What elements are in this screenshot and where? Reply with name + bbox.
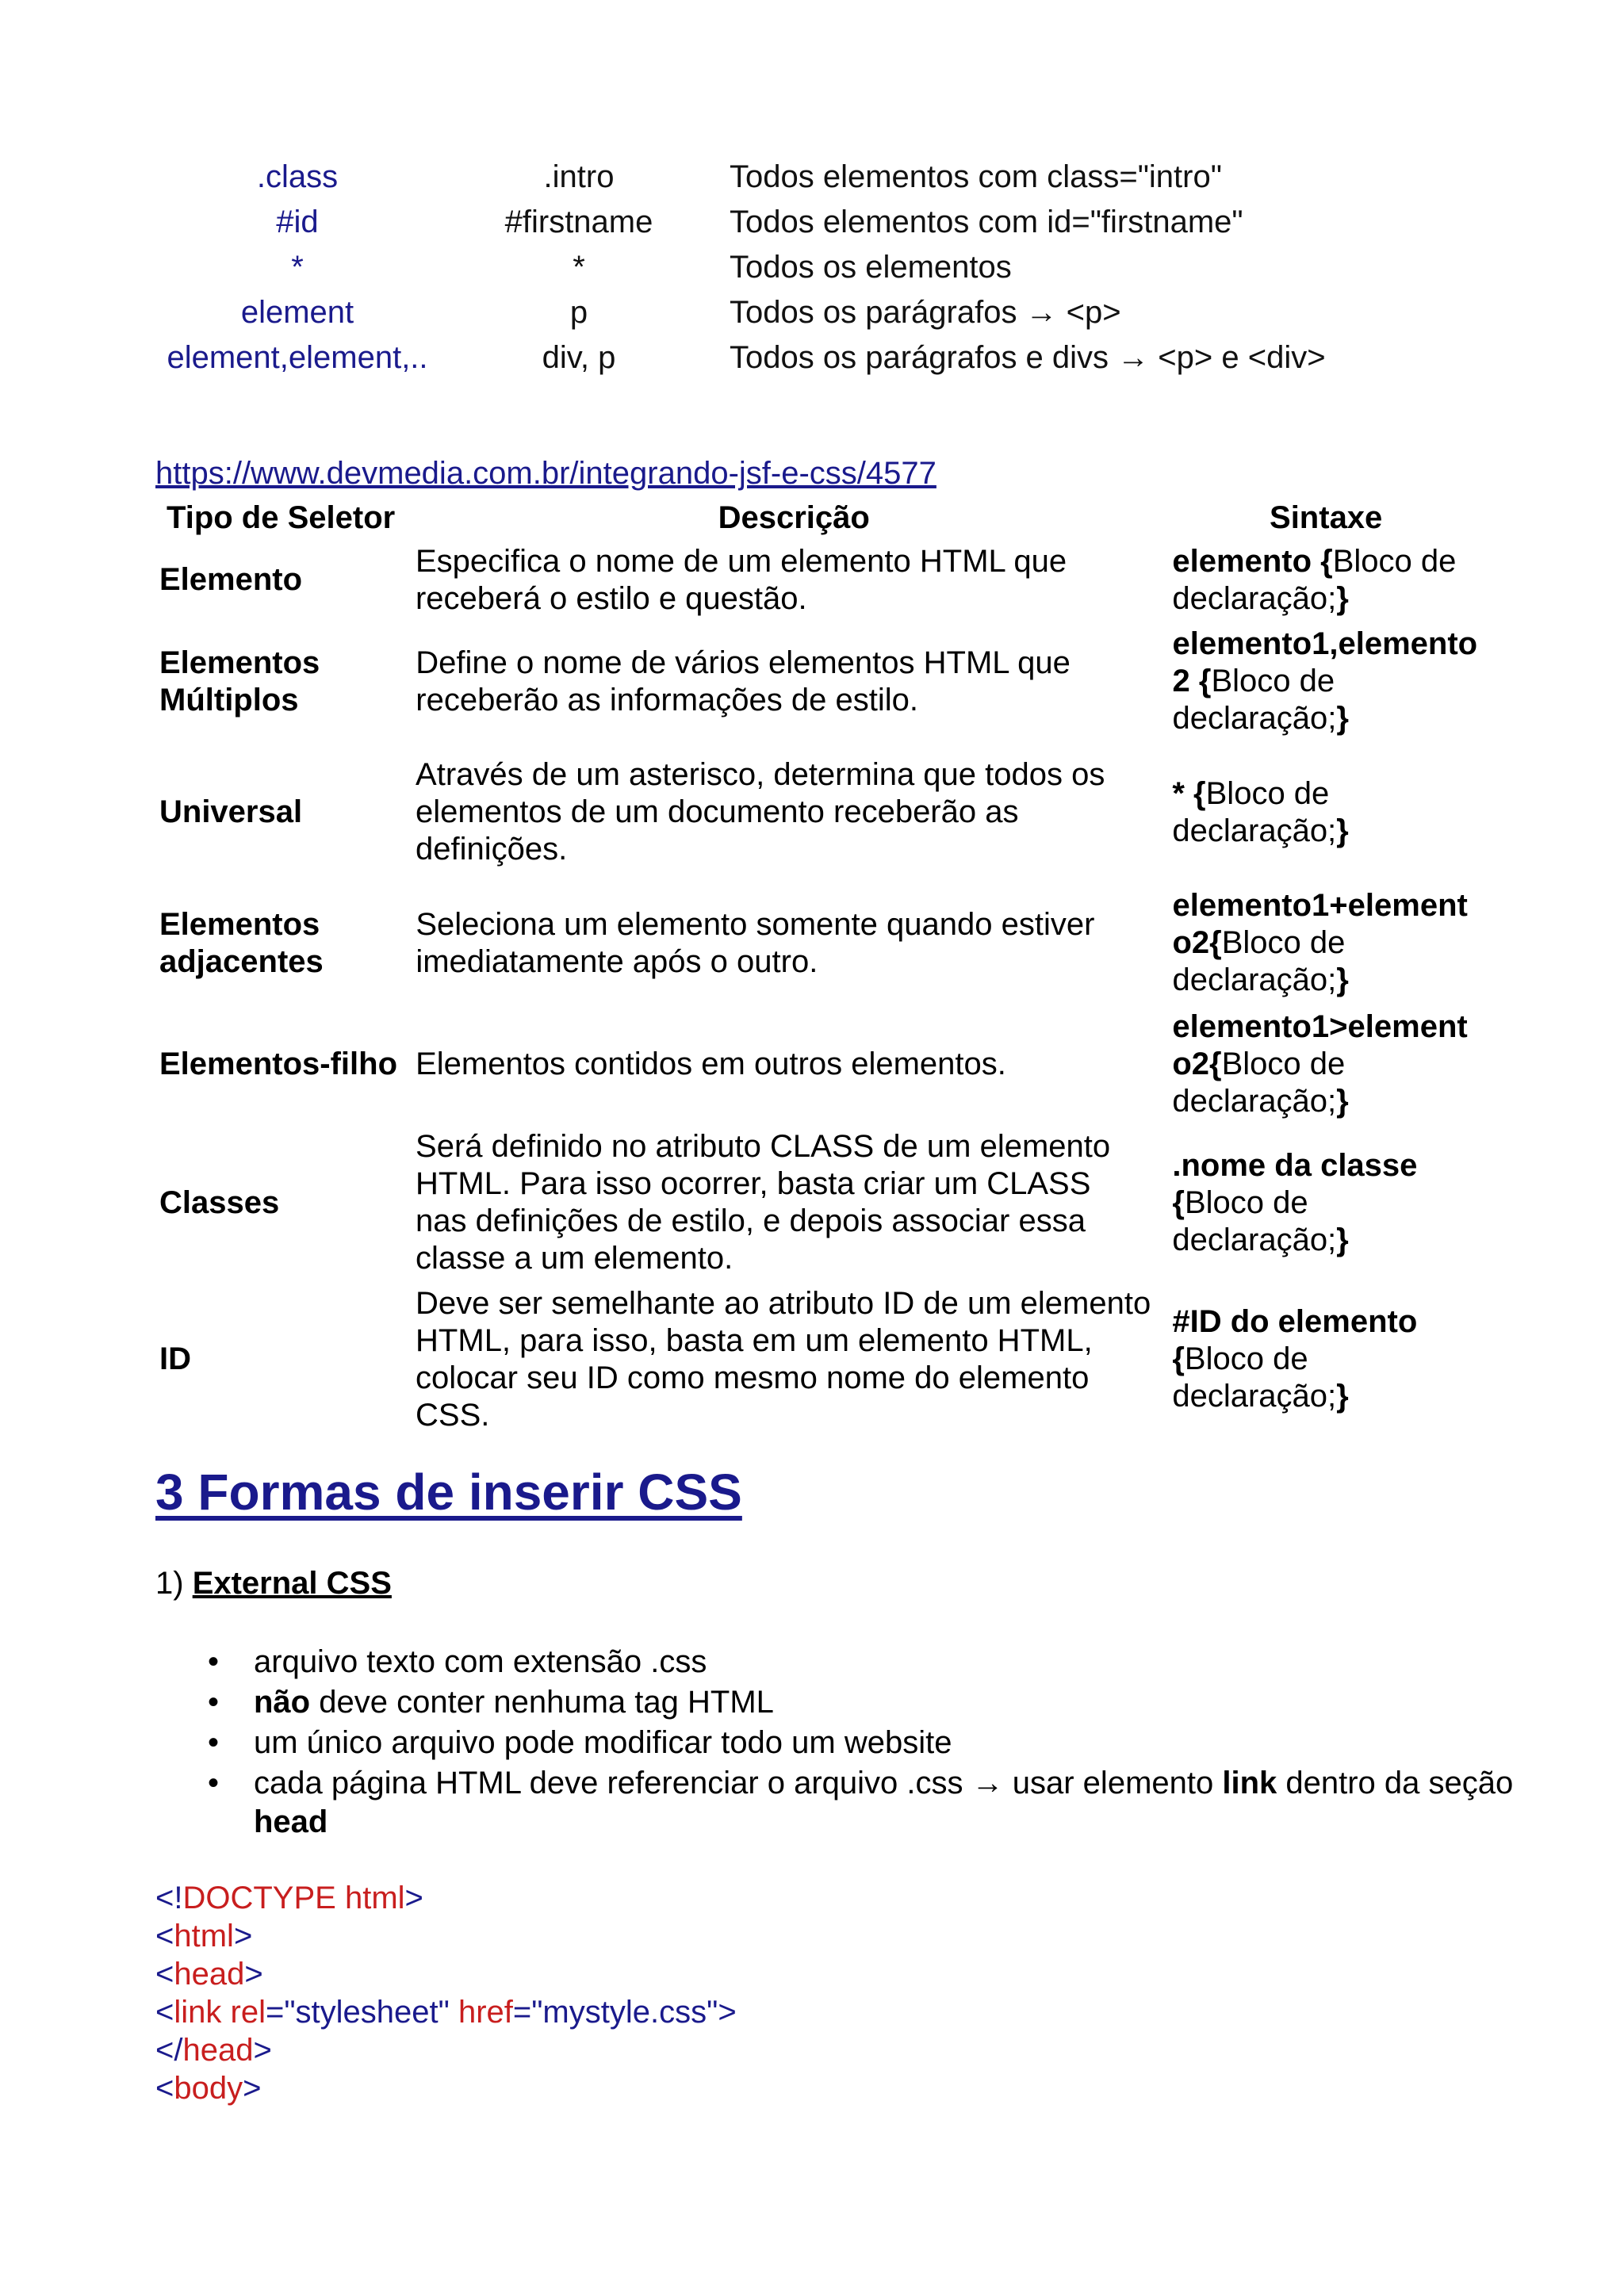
selector-cell: element,element,.. — [167, 340, 428, 375]
subsection-heading — [155, 1566, 392, 1601]
subsection-title: External CSS — [192, 1566, 392, 1601]
list-item — [187, 1683, 1519, 1722]
syntax-body: Bloco de declaração; — [1172, 775, 1337, 848]
description-cell: Elementos contidos em outros elementos. — [416, 1046, 1006, 1081]
table-row — [155, 540, 1480, 620]
syntax-cell — [1172, 543, 1480, 618]
code-bracket: > — [233, 1919, 253, 1954]
syntax-keyword: elemento1,elemento2 { — [1172, 626, 1478, 698]
syntax-body: Bloco de declaração; — [1172, 1341, 1337, 1414]
selector-row — [151, 155, 1499, 200]
description-cell: Deve ser semelhante ao atributo ID de um elemento HTML, para isso, basta em um elemento HTML, colocar seu ID como mesmo nome do elemento CSS. — [416, 1285, 1151, 1433]
example-cell: div, p — [542, 340, 616, 375]
bullet-icon: • — [208, 1766, 220, 1800]
selector-cell: #id — [276, 205, 319, 239]
code-attr: rel — [221, 1995, 266, 2030]
list-item — [187, 1724, 1519, 1762]
code-tag: head — [182, 2033, 254, 2068]
example-cell: p — [569, 295, 588, 330]
code-bracket: < — [155, 1919, 174, 1954]
syntax-cell — [1172, 775, 1480, 850]
selector-types-table — [155, 496, 1480, 1437]
example-cell: * — [573, 250, 585, 285]
syntax-close: } — [1336, 1379, 1349, 1414]
code-tag: html — [174, 1919, 234, 1954]
code-sample — [155, 1879, 737, 2107]
syntax-body: Bloco de declaração; — [1172, 543, 1457, 616]
bullet-list — [187, 1643, 1519, 1843]
syntax-keyword: elemento1+elemento2{ — [1172, 888, 1468, 960]
list-item-text: arquivo texto com extensão .css — [254, 1644, 707, 1679]
code-tag: body — [174, 2071, 243, 2106]
code-tag: DOCTYPE html — [182, 1881, 405, 1915]
syntax-body: Bloco de declaração; — [1172, 1046, 1346, 1119]
syntax-cell — [1172, 1303, 1480, 1415]
table-row — [155, 620, 1480, 743]
bullet-icon: • — [208, 1644, 220, 1679]
code-tag: link — [174, 1995, 222, 2030]
code-bracket: < — [155, 2071, 174, 2106]
selector-row — [151, 335, 1499, 381]
bullet-icon: • — [208, 1725, 220, 1760]
code-bracket: < — [155, 1957, 174, 1992]
code-line — [155, 1955, 737, 1993]
list-item-text: dentro da seção — [1277, 1766, 1514, 1800]
header-syntax: Sintaxe — [1270, 499, 1383, 535]
syntax-cell — [1172, 887, 1480, 999]
table-row — [155, 1282, 1480, 1437]
description-cell: Todos elementos com id="firstname" — [730, 205, 1243, 239]
code-bracket: </ — [155, 2033, 183, 2068]
syntax-keyword: * { — [1172, 775, 1206, 811]
description-cell: Todos elementos com class="intro" — [730, 159, 1222, 194]
list-item-bold: head — [254, 1804, 328, 1839]
syntax-close: } — [1336, 701, 1349, 736]
syntax-cell — [1172, 1008, 1480, 1120]
table-row — [155, 743, 1480, 882]
type-cell: Universal — [159, 794, 303, 829]
code-bracket: > — [253, 2033, 272, 2068]
type-cell: Elementos-filho — [159, 1046, 398, 1081]
syntax-keyword: elemento1>elemento2{ — [1172, 1008, 1468, 1081]
header-type: Tipo de Seletor — [167, 499, 396, 535]
syntax-close: } — [1336, 813, 1349, 848]
selector-cell: * — [291, 250, 304, 285]
syntax-cell — [1172, 1147, 1480, 1259]
code-line — [155, 1879, 737, 1917]
code-line — [155, 2069, 737, 2107]
list-item-text: deve conter nenhuma tag HTML — [310, 1685, 774, 1720]
type-cell: Classes — [159, 1184, 280, 1220]
syntax-body: Bloco de declaração; — [1172, 1184, 1337, 1257]
syntax-close: } — [1336, 1222, 1349, 1257]
description-cell: Todos os parágrafos → <p> — [730, 295, 1121, 330]
description-cell: Todos os elementos — [730, 250, 1012, 285]
syntax-close: } — [1336, 1083, 1349, 1119]
table-header — [155, 496, 1480, 540]
selector-row — [151, 245, 1499, 290]
table-row — [155, 882, 1480, 1004]
example-cell: .intro — [543, 159, 615, 194]
subsection-number: 1) — [155, 1566, 193, 1601]
code-tag: head — [174, 1957, 245, 1992]
section-title: 3 Formas de inserir CSS — [155, 1464, 742, 1521]
selector-row — [151, 290, 1499, 335]
type-cell: ID — [159, 1341, 191, 1376]
table-row — [155, 1123, 1480, 1282]
syntax-keyword: elemento { — [1172, 543, 1333, 579]
syntax-body: Bloco de declaração; — [1172, 925, 1346, 997]
selector-row — [151, 200, 1499, 245]
code-bracket: > — [718, 1995, 737, 2030]
table-row — [155, 1004, 1480, 1123]
description-cell: Será definido no atributo CLASS de um elemento HTML. Para isso ocorrer, basta criar um CLASS nas definições de estilo, e depois associar essa classe a um elemento. — [416, 1129, 1111, 1276]
description-cell: Seleciona um elemento somente quando estiver imediatamente após o outro. — [416, 906, 1095, 979]
code-value: ="stylesheet" — [265, 1995, 450, 2030]
code-line — [155, 1993, 737, 2031]
syntax-cell — [1173, 626, 1480, 737]
syntax-keyword: .nome da classe { — [1172, 1147, 1418, 1220]
description-cell: Todos os parágrafos e divs → <p> e <div> — [730, 340, 1326, 375]
code-bracket: > — [244, 1957, 263, 1992]
type-cell: Elemento — [159, 562, 303, 597]
code-bracket: < — [155, 1995, 174, 2030]
code-line — [155, 1917, 737, 1955]
list-item-text: um único arquivo pode modificar todo um website — [254, 1725, 952, 1760]
example-cell: #firstname — [504, 205, 653, 239]
code-line — [155, 2031, 737, 2069]
header-description: Descrição — [718, 499, 870, 535]
description-cell: Define o nome de vários elementos HTML que receberão as informações de estilo. — [416, 645, 1071, 718]
list-item-bold: link — [1222, 1766, 1277, 1800]
code-bracket: > — [243, 2071, 262, 2106]
description-cell: Através de um asterisco, determina que todos os elementos de um documento receberão as definições. — [416, 757, 1105, 867]
syntax-body: Bloco de declaração; — [1172, 664, 1337, 736]
list-item-bold: não — [254, 1685, 311, 1720]
syntax-close: } — [1336, 962, 1349, 997]
list-item — [187, 1764, 1519, 1842]
code-value: ="mystyle.css" — [512, 1995, 718, 2030]
selector-table — [151, 155, 1499, 381]
description-cell: Especifica o nome de um elemento HTML que receberá o estilo e questão. — [415, 543, 1067, 616]
selector-cell: element — [240, 295, 354, 330]
list-item-text: cada página HTML deve referenciar o arquivo .css → usar elemento — [254, 1766, 1223, 1800]
list-item — [187, 1643, 1519, 1682]
code-bracket: <! — [155, 1881, 183, 1915]
code-bracket: > — [404, 1881, 423, 1915]
bullet-icon: • — [208, 1685, 220, 1720]
code-attr: href — [449, 1995, 513, 2030]
reference-link[interactable]: https://www.devmedia.com.br/integrando-jsf-e-css/4577 — [155, 456, 936, 491]
type-cell: Elementos Múltiplos — [159, 645, 320, 718]
syntax-close: } — [1336, 580, 1349, 616]
selector-cell: .class — [256, 159, 339, 194]
type-cell: Elementos adjacentes — [159, 906, 324, 979]
syntax-keyword: #ID do elemento { — [1172, 1304, 1418, 1376]
